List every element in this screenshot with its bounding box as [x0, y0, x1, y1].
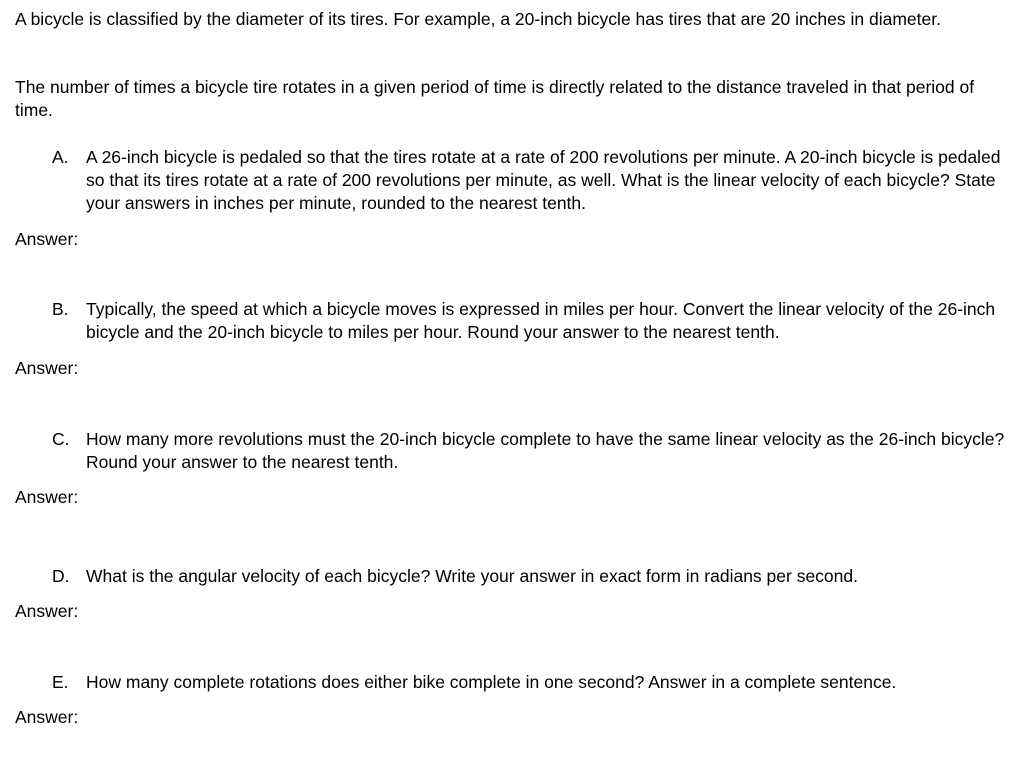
question-text: Typically, the speed at which a bicycle moves is expressed in miles per hour. Convert the linear velocity of the 26-inch bicycle and the 20-inch bicycle to miles per hour. Round your answer to the nearest tenth. [86, 299, 996, 342]
question-d [52, 565, 1012, 588]
question-e [52, 671, 1012, 694]
answer-label-d: Answer: [15, 601, 79, 621]
question-text: How many more revolutions must the 20-inch bicycle complete to have the same linear velocity as the 26-inch bicycle? Round your answer to the nearest tenth. [86, 429, 1005, 472]
answer-label-c: Answer: [15, 487, 79, 507]
answer-label-e: Answer: [15, 707, 79, 727]
question-letter: C. [52, 429, 70, 449]
answer-label-b: Answer: [15, 358, 79, 378]
question-letter: D. [52, 566, 70, 586]
answer-label-a: Answer: [15, 229, 79, 249]
question-text: How many complete rotations does either bike complete in one second? Answer in a complete sentence. [86, 672, 897, 692]
question-letter: B. [52, 299, 69, 319]
intro-paragraph-1: A bicycle is classified by the diameter of its tires. For example, a 20-inch bicycle has tires that are 20 inches in diameter. [15, 9, 941, 29]
question-b [52, 298, 1012, 344]
question-text: What is the angular velocity of each bicycle? Write your answer in exact form in radians per second. [86, 566, 858, 586]
intro-paragraph-2: The number of times a bicycle tire rotates in a given period of time is directly related to the distance traveled in that period of time. [15, 77, 975, 120]
question-c [52, 428, 1012, 474]
question-letter: A. [52, 147, 69, 167]
question-a [52, 146, 1012, 215]
question-text: A 26-inch bicycle is pedaled so that the tires rotate at a rate of 200 revolutions per minute. A 20-inch bicycle is pedaled so that its tires rotate at a rate of 200 revolutions per minute, as well. What is the linear velocity of each bicycle? State your answers in inches per minute, rounded to the nearest tenth. [86, 147, 1001, 213]
question-letter: E. [52, 672, 69, 692]
